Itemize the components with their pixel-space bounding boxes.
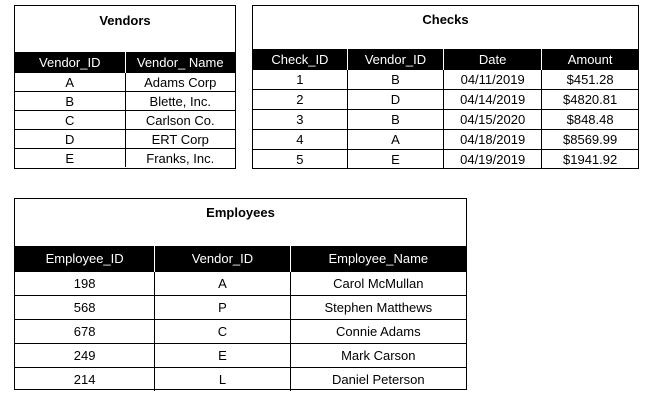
table-row <box>253 90 638 110</box>
amount-cell: $4820.81 <box>542 90 638 110</box>
vendor-id-header: Vendor_ID <box>347 49 443 70</box>
vendor-name-cell: Franks, Inc. <box>125 149 235 168</box>
employees-table-title: Employees <box>206 205 275 220</box>
date-cell: 04/18/2019 <box>444 130 542 150</box>
check-id-cell: 2 <box>253 90 347 110</box>
table-row <box>15 92 235 111</box>
table-row <box>253 110 638 130</box>
checks-table-title: Checks <box>422 12 469 27</box>
vendor-id-cell: E <box>347 150 443 170</box>
vendor-id-cell: A <box>347 130 443 150</box>
employee-name-cell: Connie Adams <box>290 320 466 344</box>
checks-table <box>252 5 639 169</box>
vendor-name-header: Vendor_ Name <box>125 52 235 73</box>
vendor-id-cell: D <box>347 90 443 110</box>
vendor-id-cell: C <box>15 111 125 130</box>
check-id-cell: 4 <box>253 130 347 150</box>
vendors-table-title: Vendors <box>99 13 151 28</box>
amount-header: Amount <box>542 49 638 70</box>
check-id-cell: 1 <box>253 70 347 90</box>
table-row <box>15 296 466 320</box>
employee-id-cell: 198 <box>15 272 155 296</box>
employee-id-cell: 678 <box>15 320 155 344</box>
vendor-id-cell: B <box>347 110 443 130</box>
employee-id-cell: 249 <box>15 344 155 368</box>
table-row <box>15 272 466 296</box>
table-row <box>15 111 235 130</box>
employee-name-cell: Daniel Peterson <box>290 368 466 392</box>
vendor-name-cell: Carlson Co. <box>125 111 235 130</box>
check-id-header: Check_ID <box>253 49 347 70</box>
table-row <box>15 368 466 392</box>
employees-header-row <box>15 246 466 272</box>
employees-table <box>14 198 467 390</box>
vendor-id-header: Vendor_ID <box>15 52 125 73</box>
table-row <box>15 73 235 92</box>
vendor-id-cell: D <box>15 130 125 149</box>
amount-cell: $1941.92 <box>542 150 638 170</box>
date-cell: 04/11/2019 <box>444 70 542 90</box>
vendor-id-cell: E <box>15 149 125 168</box>
date-header: Date <box>444 49 542 70</box>
check-id-cell: 3 <box>253 110 347 130</box>
vendor-name-cell: Adams Corp <box>125 73 235 92</box>
employee-id-header: Employee_ID <box>15 246 155 272</box>
vendor-name-cell: ERT Corp <box>125 130 235 149</box>
date-cell: 04/14/2019 <box>444 90 542 110</box>
employee-id-cell: 214 <box>15 368 155 392</box>
check-id-cell: 5 <box>253 150 347 170</box>
table-row <box>15 130 235 149</box>
employee-id-cell: 568 <box>15 296 155 320</box>
vendor-id-cell: E <box>155 344 290 368</box>
employee-name-cell: Stephen Matthews <box>290 296 466 320</box>
vendor-id-cell: P <box>155 296 290 320</box>
table-row <box>253 130 638 150</box>
vendor-id-cell: C <box>155 320 290 344</box>
table-row <box>253 150 638 170</box>
amount-cell: $451.28 <box>542 70 638 90</box>
vendor-id-cell: B <box>15 92 125 111</box>
table-row <box>15 320 466 344</box>
checks-header-row <box>253 49 638 70</box>
employee-name-cell: Mark Carson <box>290 344 466 368</box>
vendor-id-header: Vendor_ID <box>155 246 290 272</box>
amount-cell: $848.48 <box>542 110 638 130</box>
vendor-id-cell: B <box>347 70 443 90</box>
vendor-name-cell: Blette, Inc. <box>125 92 235 111</box>
employee-name-header: Employee_Name <box>290 246 466 272</box>
table-row <box>253 70 638 90</box>
vendor-id-cell: A <box>15 73 125 92</box>
table-row <box>15 344 466 368</box>
amount-cell: $8569.99 <box>542 130 638 150</box>
vendor-id-cell: L <box>155 368 290 392</box>
vendor-id-cell: A <box>155 272 290 296</box>
vendors-header-row <box>15 52 235 73</box>
employee-name-cell: Carol McMullan <box>290 272 466 296</box>
date-cell: 04/15/2020 <box>444 110 542 130</box>
date-cell: 04/19/2019 <box>444 150 542 170</box>
vendors-table <box>14 5 236 169</box>
table-row <box>15 149 235 168</box>
